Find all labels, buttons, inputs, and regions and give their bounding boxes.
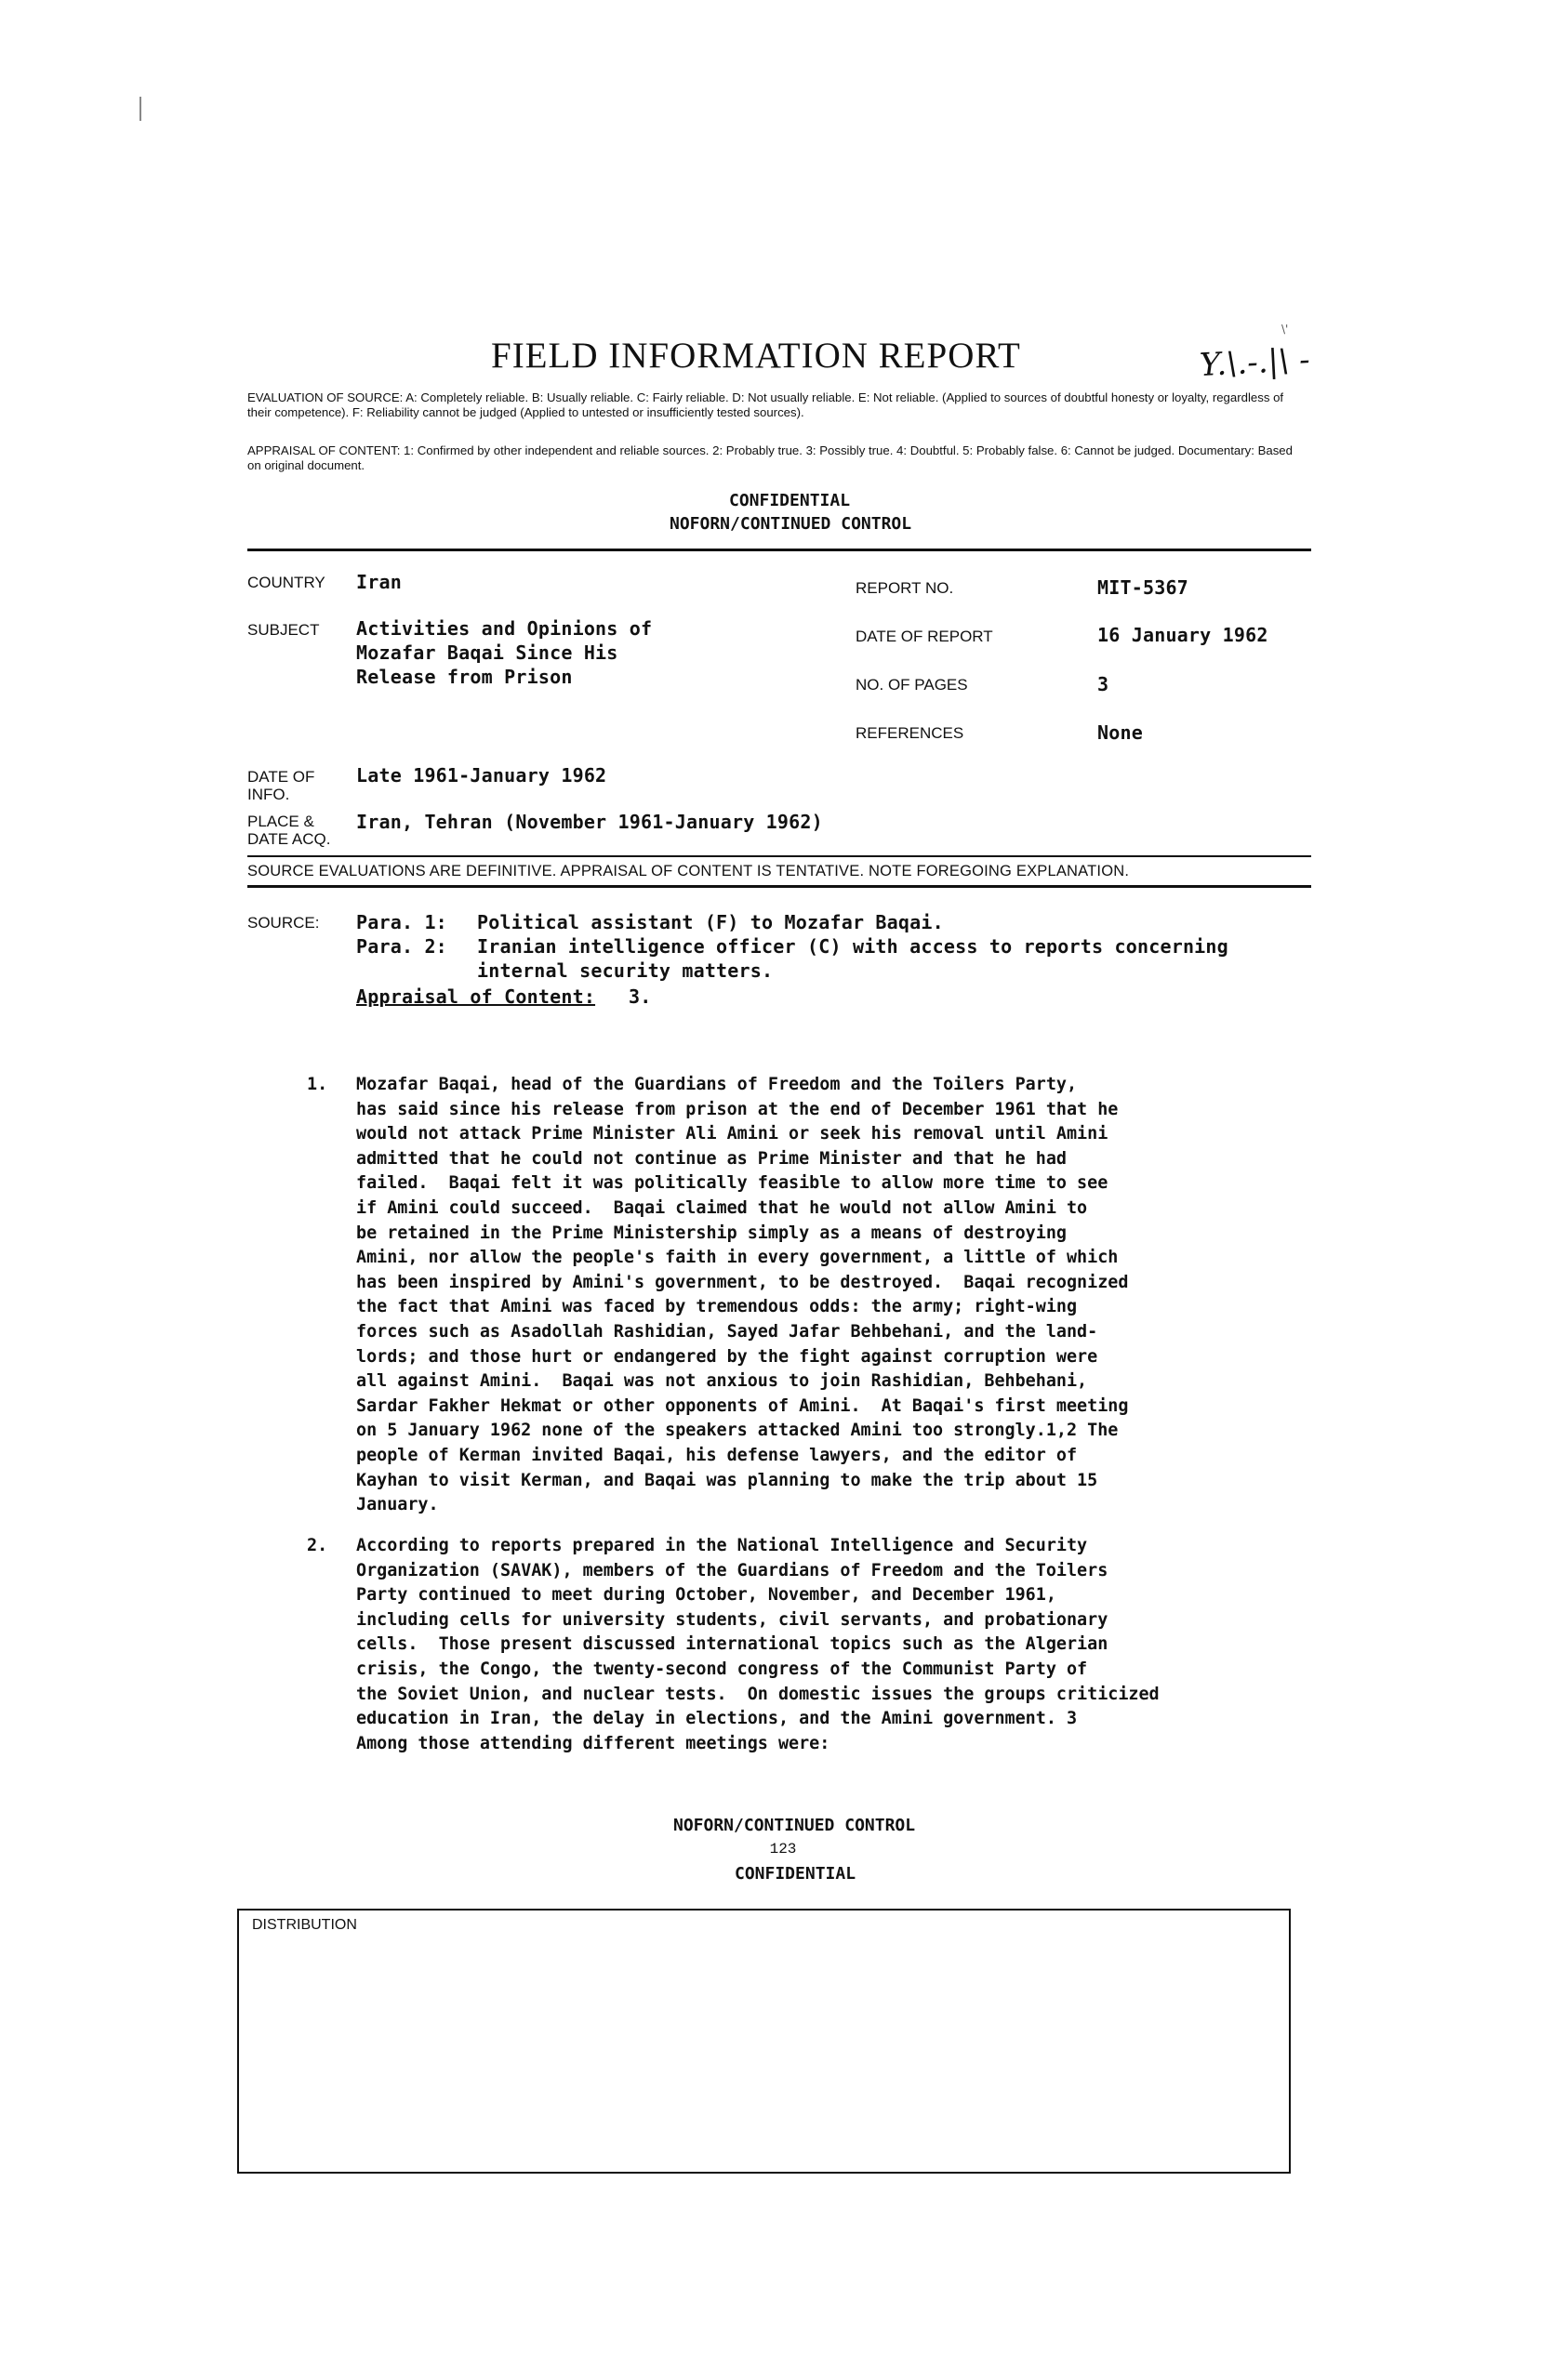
- footer-control-marking: NOFORN/CONTINUED CONTROL: [673, 1816, 916, 1835]
- paragraph-1-line: lords; and those hurt or endangered by the fight against corruption were: [356, 1346, 1098, 1367]
- place-label-line-2: DATE ACQ.: [247, 830, 331, 848]
- source-para2-tag: Para. 2:: [356, 935, 447, 958]
- paragraph-1-line: Sardar Fakher Hekmat or other opponents of Amini. At Baqai's first meeting: [356, 1395, 1129, 1416]
- source-evaluation-note: SOURCE EVALUATIONS ARE DEFINITIVE. APPRAISAL OF CONTENT IS TENTATIVE. NOTE FOREGOING EXPLANATION.: [247, 863, 1130, 879]
- paragraph-2-line: the Soviet Union, and nuclear tests. On domestic issues the groups criticized: [356, 1684, 1160, 1704]
- paragraph-2: [356, 1534, 1160, 1756]
- handwritten-note: Y.\.-.|\ -: [1199, 340, 1311, 385]
- references-value: None: [1097, 721, 1143, 744]
- paragraph-1: [356, 1073, 1128, 1518]
- source-para2-text-1: Iranian intelligence officer (C) with access to reports concerning: [477, 935, 1228, 958]
- source-label: SOURCE:: [247, 914, 320, 932]
- date-of-info-label-line-2: INFO.: [247, 786, 290, 803]
- date-of-report-value: 16 January 1962: [1097, 624, 1268, 646]
- paragraph-1-line: failed. Baqai felt it was politically feasible to allow more time to see: [356, 1173, 1108, 1194]
- subject-line-2: Mozafar Baqai Since His: [356, 641, 618, 664]
- evaluation-divider-bottom: [247, 885, 1311, 888]
- paragraph-2-line: including cells for university students, civil servants, and probationary: [356, 1609, 1108, 1630]
- source-para1-tag: Para. 1:: [356, 911, 447, 933]
- paragraph-2-number: 2.: [307, 1536, 328, 1555]
- corner-tick: \': [1281, 323, 1289, 336]
- report-no-label: REPORT NO.: [856, 579, 954, 597]
- date-of-info-label-line-1: DATE OF: [247, 768, 315, 786]
- paragraph-2-line: education in Iran, the delay in elections, and the Amini government. 3: [356, 1709, 1078, 1729]
- header-classification: CONFIDENTIAL: [729, 491, 851, 510]
- paragraph-2-line: Among those attending different meetings were:: [356, 1733, 830, 1753]
- paragraph-2-line: Party continued to meet during October, November, and December 1961,: [356, 1585, 1056, 1606]
- date-of-report-label: DATE OF REPORT: [856, 628, 993, 645]
- paragraph-1-line: all against Amini. Baqai was not anxious to join Rashidian, Behbehani,: [356, 1371, 1088, 1392]
- place-date-acq-value: Iran, Tehran (November 1961-January 1962): [356, 811, 823, 833]
- paragraph-1-line: would not attack Prime Minister Ali Amini or seek his removal until Amini: [356, 1124, 1108, 1144]
- references-label: REFERENCES: [856, 724, 964, 742]
- appraisal-label: Appraisal of Content:: [356, 985, 596, 1008]
- paragraph-1-line: has said since his release from prison at the end of December 1961 that he: [356, 1099, 1119, 1119]
- report-title: FIELD INFORMATION REPORT: [491, 336, 1021, 376]
- no-of-pages-value: 3: [1097, 673, 1109, 695]
- evaluation-divider: [247, 855, 1311, 857]
- paragraph-1-line: on 5 January 1962 none of the speakers attacked Amini too strongly.1,2 The: [356, 1421, 1119, 1441]
- distribution-label: DISTRIBUTION: [252, 1917, 357, 1933]
- appraisal-of-content-legend: APPRAISAL OF CONTENT: 1: Confirmed by other independent and reliable sources. 2: Probably true. 3: Possibly true. 4: Doubtful. 5: Probably false. 6: Cannot be judged. Documentary: Based on original document.: [247, 443, 1293, 472]
- distribution-box: [237, 1909, 1291, 2174]
- paragraph-1-line: January.: [356, 1495, 439, 1515]
- footer-classification: CONFIDENTIAL: [735, 1864, 856, 1884]
- paragraph-1-line: the fact that Amini was faced by tremendous odds: the army; right-wing: [356, 1297, 1078, 1317]
- paragraph-2-line: According to reports prepared in the National Intelligence and Security: [356, 1536, 1088, 1555]
- subject-line-1: Activities and Opinions of: [356, 617, 653, 640]
- paragraph-1-line: people of Kerman invited Baqai, his defense lawyers, and the editor of: [356, 1445, 1078, 1465]
- subject-line-3: Release from Prison: [356, 666, 573, 688]
- paragraph-1-line: be retained in the Prime Ministership simply as a means of destroying: [356, 1223, 1067, 1243]
- paragraph-2-line: cells. Those present discussed international topics such as the Algerian: [356, 1634, 1108, 1655]
- paragraph-2-line: Organization (SAVAK), members of the Guardians of Freedom and the Toilers: [356, 1560, 1108, 1580]
- source-para1-text: Political assistant (F) to Mozafar Baqai.: [477, 911, 944, 933]
- place-date-acq-label: [247, 813, 330, 848]
- header-divider: [247, 549, 1311, 551]
- header-control-marking: NOFORN/CONTINUED CONTROL: [670, 514, 912, 534]
- paragraph-1-line: has been inspired by Amini's government, to be destroyed. Baqai recognized: [356, 1272, 1129, 1292]
- paragraph-1-line: Mozafar Baqai, head of the Guardians of Freedom and the Toilers Party,: [356, 1075, 1078, 1094]
- paragraph-1-line: forces such as Asadollah Rashidian, Sayed Jafar Behbehani, and the land-: [356, 1321, 1098, 1342]
- country-label: COUNTRY: [247, 574, 325, 591]
- paragraph-1-line: Amini, nor allow the people's faith in every government, a little of which: [356, 1248, 1119, 1268]
- margin-mark: [139, 97, 141, 121]
- date-of-info-label: [247, 768, 314, 803]
- appraisal-value: 3.: [629, 985, 652, 1008]
- evaluation-of-source-legend: EVALUATION OF SOURCE: A: Completely reliable. B: Usually reliable. C: Fairly reliable. D: Not usually reliable. E: Not reliable. (Applied to sources of doubtful honesty or loyalty, regardless of their competence). F: Reliability cannot be judged (Applied to untested or insufficiently tested sources).: [247, 390, 1284, 419]
- paragraph-1-number: 1.: [307, 1075, 328, 1094]
- paragraph-1-line: Kayhan to visit Kerman, and Baqai was planning to make the trip about 15: [356, 1470, 1098, 1490]
- paragraph-2-line: crisis, the Congo, the twenty-second congress of the Communist Party of: [356, 1659, 1088, 1679]
- page-number: 123: [769, 1841, 797, 1858]
- no-of-pages-label: NO. OF PAGES: [856, 676, 968, 694]
- report-no-value: MIT-5367: [1097, 576, 1188, 599]
- subject-label: SUBJECT: [247, 621, 320, 639]
- source-para2-text-2: internal security matters.: [477, 959, 774, 982]
- country-value: Iran: [356, 571, 402, 593]
- paragraph-1-line: admitted that he could not continue as Prime Minister and that he had: [356, 1148, 1067, 1169]
- paragraph-1-line: if Amini could succeed. Baqai claimed that he would not allow Amini to: [356, 1197, 1088, 1218]
- place-label-line-1: PLACE &: [247, 813, 314, 830]
- date-of-info-value: Late 1961-January 1962: [356, 764, 607, 787]
